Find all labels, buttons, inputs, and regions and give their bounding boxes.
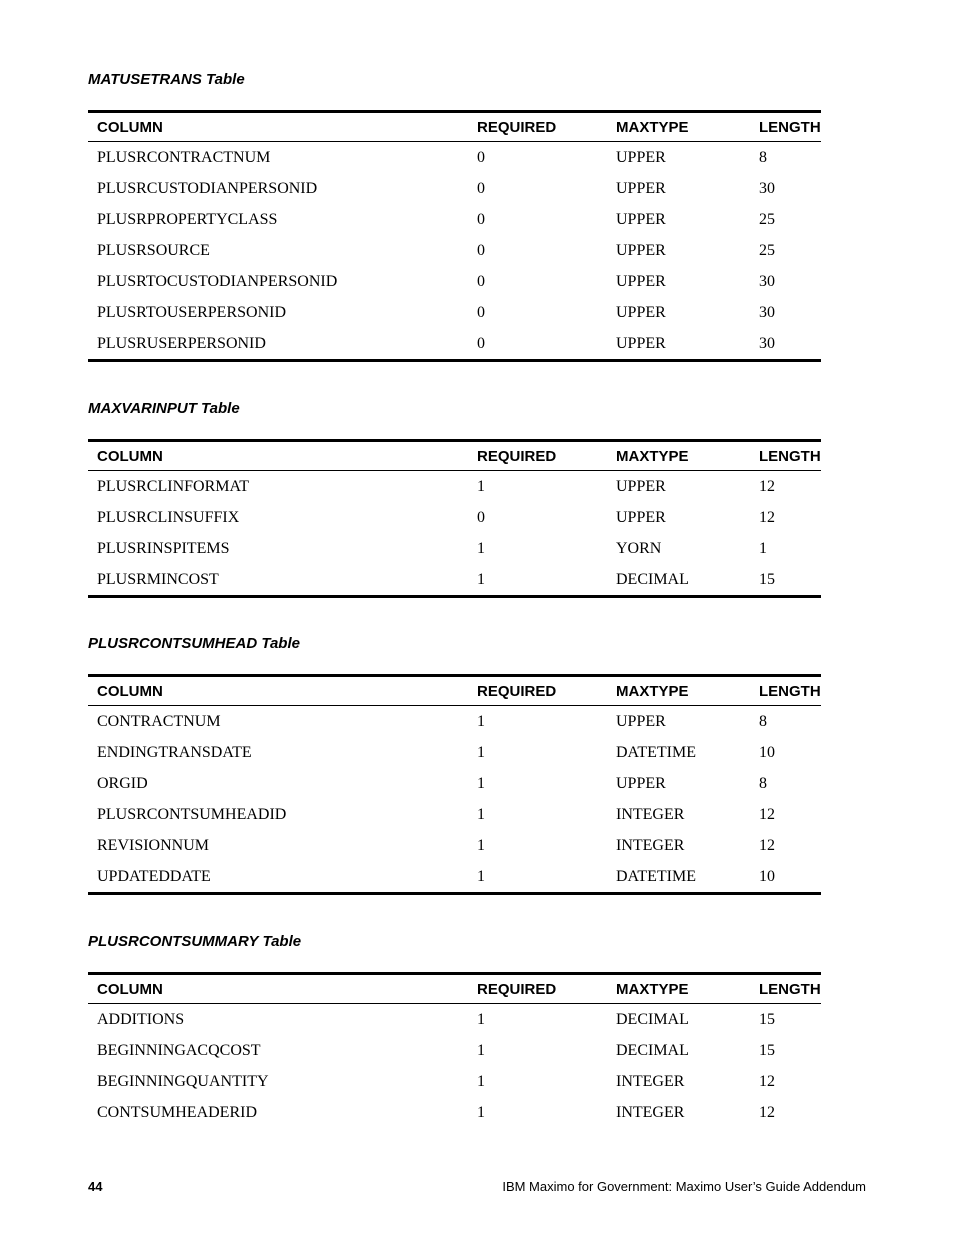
table-row	[88, 235, 821, 266]
table-row	[88, 471, 821, 503]
table-row	[88, 706, 821, 738]
table-section-plusrcontsumhead	[88, 634, 821, 895]
table-row	[88, 1066, 821, 1097]
cell-length: 25	[759, 241, 775, 259]
cell-required: 0	[477, 334, 485, 352]
column-table	[88, 439, 821, 598]
table-row	[88, 266, 821, 297]
cell-required: 1	[477, 743, 485, 761]
cell-length: 8	[759, 712, 767, 730]
column-table	[88, 674, 821, 895]
cell-required: 1	[477, 570, 485, 588]
header-required: REQUIRED	[477, 980, 557, 998]
header-required: REQUIRED	[477, 118, 557, 136]
table-header-row	[88, 441, 821, 471]
cell-column: PLUSRCONTSUMHEADID	[97, 805, 287, 823]
table-row	[88, 564, 821, 597]
cell-maxtype: DATETIME	[616, 867, 696, 885]
cell-column: BEGINNINGACQCOST	[97, 1041, 261, 1059]
cell-length: 8	[759, 774, 767, 792]
cell-length: 30	[759, 272, 775, 290]
cell-maxtype: UPPER	[616, 334, 666, 352]
cell-column: CONTRACTNUM	[97, 712, 221, 730]
table-row	[88, 328, 821, 361]
column-table	[88, 110, 821, 362]
header-length: LENGTH	[759, 118, 821, 136]
section-title: MATUSETRANS Table	[88, 71, 245, 88]
cell-column: PLUSRCONTRACTNUM	[97, 148, 271, 166]
cell-required: 1	[477, 836, 485, 854]
cell-maxtype: INTEGER	[616, 805, 685, 823]
cell-length: 25	[759, 210, 775, 228]
cell-required: 1	[477, 477, 485, 495]
cell-column: ORGID	[97, 774, 148, 792]
header-column: COLUMN	[97, 980, 163, 998]
table-row	[88, 173, 821, 204]
cell-required: 1	[477, 1041, 485, 1059]
cell-length: 10	[759, 743, 775, 761]
table-row	[88, 768, 821, 799]
cell-column: PLUSRTOCUSTODIANPERSONID	[97, 272, 338, 290]
table-row	[88, 1035, 821, 1066]
header-column: COLUMN	[97, 682, 163, 700]
table-row	[88, 297, 821, 328]
cell-maxtype: INTEGER	[616, 836, 685, 854]
table-header-row	[88, 112, 821, 142]
cell-column: BEGINNINGQUANTITY	[97, 1072, 269, 1090]
cell-column: PLUSRCUSTODIANPERSONID	[97, 179, 318, 197]
cell-maxtype: UPPER	[616, 148, 666, 166]
header-length: LENGTH	[759, 447, 821, 465]
header-column: COLUMN	[97, 118, 163, 136]
cell-length: 10	[759, 867, 775, 885]
header-required: REQUIRED	[477, 447, 557, 465]
cell-maxtype: DECIMAL	[616, 1041, 689, 1059]
cell-maxtype: UPPER	[616, 272, 666, 290]
cell-column: ENDINGTRANSDATE	[97, 743, 252, 761]
cell-column: PLUSRTOUSERPERSONID	[97, 303, 287, 321]
cell-required: 0	[477, 272, 485, 290]
cell-length: 8	[759, 148, 767, 166]
header-maxtype: MAXTYPE	[616, 118, 689, 136]
cell-maxtype: UPPER	[616, 712, 666, 730]
cell-column: ADDITIONS	[97, 1010, 185, 1028]
cell-required: 1	[477, 712, 485, 730]
cell-length: 15	[759, 1041, 775, 1059]
header-column: COLUMN	[97, 447, 163, 465]
cell-maxtype: UPPER	[616, 179, 666, 197]
table-section-plusrcontsummary	[88, 932, 821, 1128]
table-row	[88, 533, 821, 564]
table-row	[88, 204, 821, 235]
table-row	[88, 799, 821, 830]
table-row	[88, 861, 821, 894]
cell-length: 12	[759, 805, 775, 823]
cell-required: 1	[477, 867, 485, 885]
cell-required: 1	[477, 805, 485, 823]
cell-required: 1	[477, 774, 485, 792]
cell-maxtype: UPPER	[616, 303, 666, 321]
cell-required: 0	[477, 179, 485, 197]
cell-column: PLUSRPROPERTYCLASS	[97, 210, 278, 228]
cell-column: PLUSRMINCOST	[97, 570, 219, 588]
cell-length: 30	[759, 179, 775, 197]
cell-maxtype: INTEGER	[616, 1072, 685, 1090]
table-row	[88, 1004, 821, 1036]
section-title: PLUSRCONTSUMHEAD Table	[88, 635, 300, 652]
cell-maxtype: YORN	[616, 539, 662, 557]
cell-column: PLUSRCLINSUFFIX	[97, 508, 240, 526]
cell-required: 0	[477, 148, 485, 166]
table-row	[88, 830, 821, 861]
cell-length: 15	[759, 1010, 775, 1028]
cell-length: 1	[759, 539, 767, 557]
cell-column: CONTSUMHEADERID	[97, 1103, 257, 1121]
cell-length: 12	[759, 1072, 775, 1090]
cell-length: 30	[759, 334, 775, 352]
cell-length: 12	[759, 477, 775, 495]
cell-length: 30	[759, 303, 775, 321]
cell-maxtype: DECIMAL	[616, 570, 689, 588]
page-footer	[88, 1177, 866, 1197]
cell-maxtype: UPPER	[616, 241, 666, 259]
cell-maxtype: UPPER	[616, 508, 666, 526]
cell-maxtype: UPPER	[616, 477, 666, 495]
cell-column: PLUSRINSPITEMS	[97, 539, 230, 557]
table-header-row	[88, 676, 821, 706]
table-section-matusetrans	[88, 70, 821, 362]
cell-required: 0	[477, 241, 485, 259]
section-title: MAXVARINPUT Table	[88, 400, 240, 417]
cell-required: 1	[477, 1072, 485, 1090]
table-row	[88, 1097, 821, 1128]
cell-column: PLUSRCLINFORMAT	[97, 477, 250, 495]
cell-maxtype: UPPER	[616, 210, 666, 228]
cell-maxtype: DATETIME	[616, 743, 696, 761]
cell-length: 12	[759, 836, 775, 854]
cell-maxtype: INTEGER	[616, 1103, 685, 1121]
cell-required: 1	[477, 1103, 485, 1121]
cell-column: REVISIONNUM	[97, 836, 209, 854]
cell-required: 1	[477, 1010, 485, 1028]
header-maxtype: MAXTYPE	[616, 682, 689, 700]
header-maxtype: MAXTYPE	[616, 447, 689, 465]
table-row	[88, 502, 821, 533]
cell-length: 12	[759, 508, 775, 526]
cell-length: 15	[759, 570, 775, 588]
cell-column: PLUSRUSERPERSONID	[97, 334, 266, 352]
cell-column: UPDATEDDATE	[97, 867, 211, 885]
section-title: PLUSRCONTSUMMARY Table	[88, 933, 302, 950]
table-row	[88, 142, 821, 174]
page-number: 44	[88, 1179, 103, 1194]
header-length: LENGTH	[759, 980, 821, 998]
table-row	[88, 737, 821, 768]
header-maxtype: MAXTYPE	[616, 980, 689, 998]
cell-length: 12	[759, 1103, 775, 1121]
cell-column: PLUSRSOURCE	[97, 241, 210, 259]
table-section-maxvarinput	[88, 399, 821, 598]
cell-maxtype: UPPER	[616, 774, 666, 792]
cell-required: 0	[477, 303, 485, 321]
column-table	[88, 972, 821, 1128]
cell-required: 0	[477, 210, 485, 228]
header-required: REQUIRED	[477, 682, 557, 700]
footer-title: IBM Maximo for Government: Maximo User’s Guide Addendum	[502, 1179, 866, 1194]
header-length: LENGTH	[759, 682, 821, 700]
cell-maxtype: DECIMAL	[616, 1010, 689, 1028]
table-header-row	[88, 974, 821, 1004]
cell-required: 0	[477, 508, 485, 526]
cell-required: 1	[477, 539, 485, 557]
